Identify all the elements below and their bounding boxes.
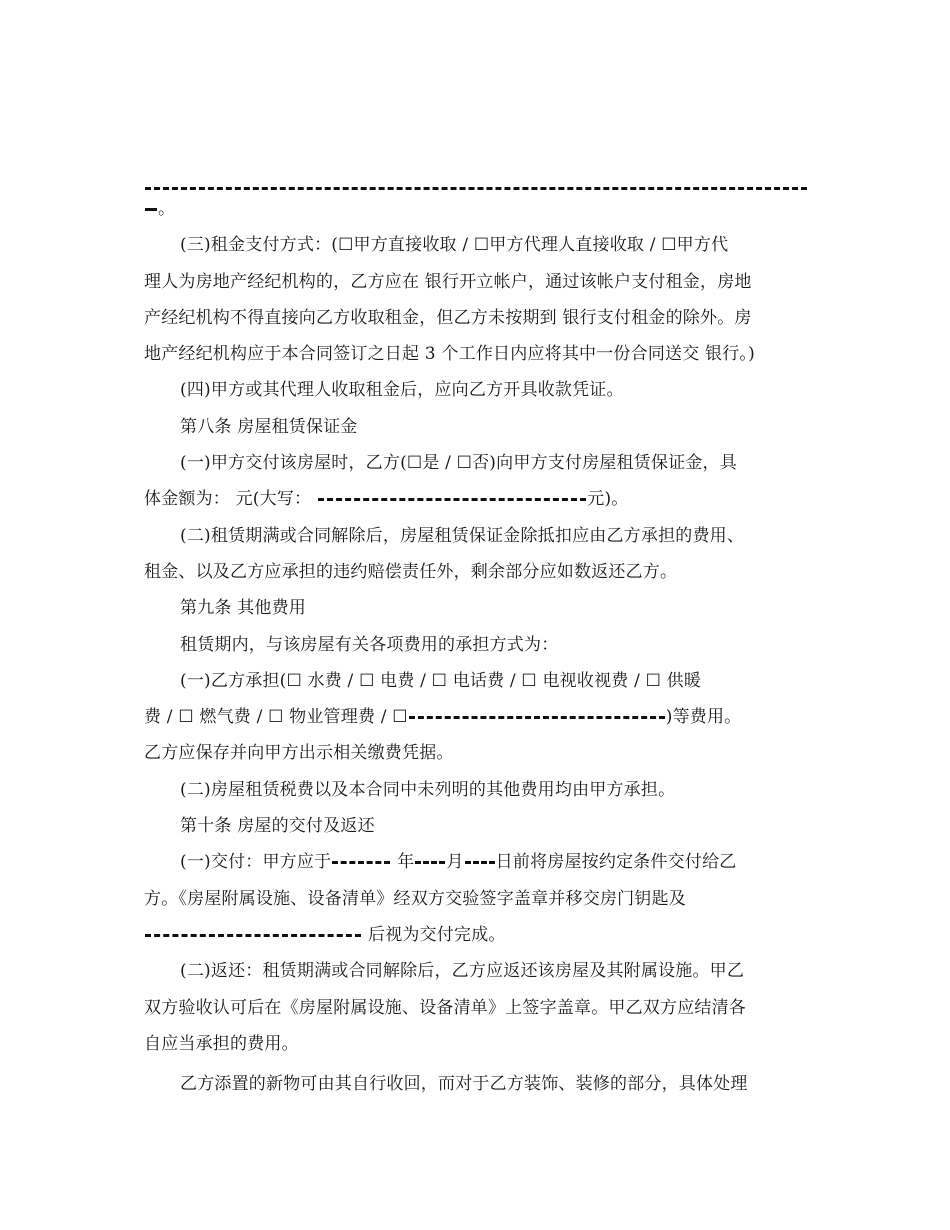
- paragraph-additions: 乙方添置的新物可由其自行收回，而对于乙方装饰、装修的部分，具体处理: [180, 1074, 748, 1095]
- clause-8-1-line-1: (一)甲方交付该房屋时，乙方(☐是 / ☐否)向甲方支付房屋租赁保证金，具: [180, 453, 737, 474]
- article-9-intro: 租赁期内，与该房屋有关各项费用的承担方式为：: [180, 634, 559, 655]
- handover-items-blank[interactable]: [145, 934, 361, 937]
- day-blank[interactable]: [465, 861, 495, 864]
- article-9-title: 第九条 其他费用: [180, 598, 307, 619]
- clause-10-2-line-3: 自应当承担的费用。: [144, 1033, 299, 1054]
- blank-line-continuation: [144, 170, 808, 191]
- article-8-title: 第八条 房屋租赁保证金: [180, 416, 358, 437]
- contract-page: [144, 170, 808, 1102]
- clause-9-1-line-2: 费 / ☐ 燃气费 / ☐ 物业管理费 / ☐ )等费用。: [144, 707, 742, 728]
- month-blank[interactable]: [415, 861, 445, 864]
- clause-7-3-line-1: (三)租金支付方式：(☐甲方直接收取 / ☐甲方代理人直接收取 / ☐甲方代: [180, 235, 729, 256]
- blank-line-end: 。: [144, 191, 808, 227]
- year-blank[interactable]: [332, 861, 390, 864]
- clause-10-2-line-1: (二)返还：租赁期满或合同解除后，乙方应返还该房屋及其附属设施。甲乙: [180, 961, 745, 982]
- clause-7-4: (四)甲方或其代理人收取租金后，应向乙方开具收款凭证。: [180, 380, 624, 401]
- clause-10-1-line-2: 方。《房屋附属设施、设备清单》经双方交验签字盖章并移交房门钥匙及: [144, 888, 686, 909]
- clause-9-1-line-1: (一)乙方承担(☐ 水费 / ☐ 电费 / ☐ 电话费 / ☐ 电视收视费 / ☐ 供暖: [180, 670, 702, 691]
- fill-blank[interactable]: [145, 208, 157, 211]
- clause-8-1-line-2: 体金额为： 元(大写： 元)。: [144, 489, 629, 510]
- clause-10-1-line-1: (一)交付：甲方应于 年 月 日前将房屋按约定条件交付给乙: [180, 852, 737, 873]
- article-10-title: 第十条 房屋的交付及返还: [180, 816, 375, 837]
- clause-9-2: (二)房屋租赁税费以及本合同中未列明的其他费用均由甲方承担。: [180, 779, 676, 800]
- clause-7-3-line-3: 产经纪机构不得直接向乙方收取租金，但乙方未按期到 银行支付租金的除外。房: [144, 307, 752, 328]
- clause-8-2-line-2: 租金、以及乙方应承担的违约赔偿责任外，剩余部分应如数返还乙方。: [144, 561, 678, 582]
- deposit-amount-blank[interactable]: [318, 498, 586, 501]
- clause-9-1-line-3: 乙方应保存并向甲方出示相关缴费凭据。: [144, 743, 454, 764]
- clause-7-3-line-4: 地产经纪机构应于本合同签订之日起 3 个工作日内应将其中一份合同送交 银行。): [144, 344, 755, 365]
- clause-8-2-line-1: (二)租赁期满或合同解除后，房屋租赁保证金除抵扣应由乙方承担的费用、: [180, 525, 745, 546]
- clause-10-1-line-3: 后视为交付完成。: [144, 917, 808, 953]
- clause-10-2-line-2: 双方验收认可后在《房屋附属设施、设备清单》上签字盖章。甲乙双方应结清各: [144, 997, 746, 1018]
- other-fee-blank[interactable]: [409, 716, 665, 719]
- fill-blank[interactable]: [145, 187, 807, 190]
- clause-7-3-line-2: 理人为房地产经纪机构的，乙方应在 银行开立帐户，通过该帐户支付租金，房地: [144, 271, 752, 292]
